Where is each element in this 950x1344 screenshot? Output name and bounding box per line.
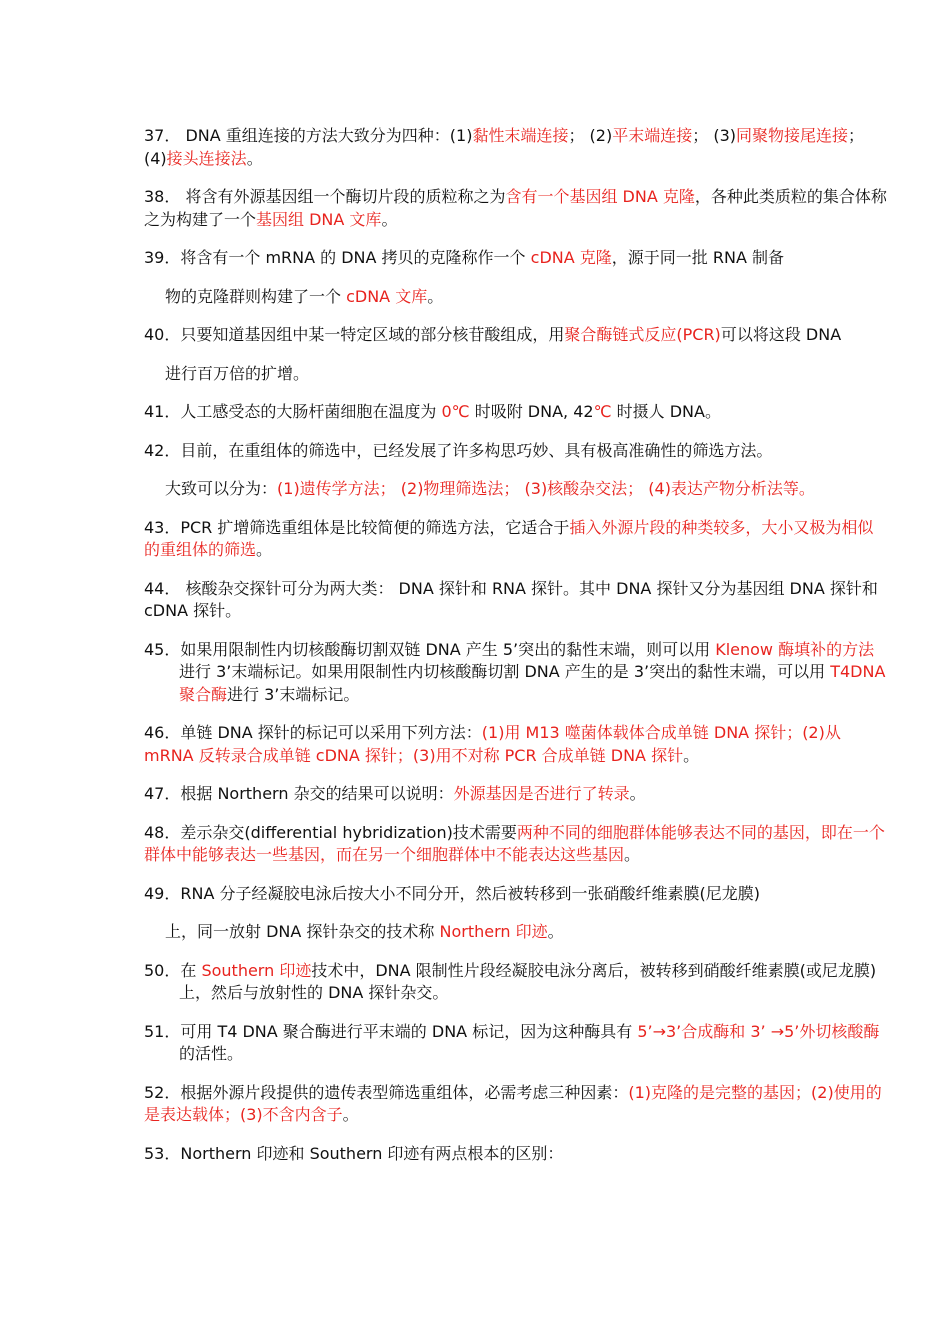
answer-text: (1)用 M13 噬菌体载体合成单链 DNA 探针；(2)从 mRNA 反转录合成单链 cDNA 探针；(3)用不对称 PCR 合成单链 DNA 探针 [144, 723, 841, 765]
answer-text: T4DNA 聚合酶 [179, 662, 886, 704]
answer-text: cDNA 克隆 [530, 248, 612, 267]
paragraph-37 [144, 125, 889, 170]
text-segment: 进行 3’末端标记。如果用限制性内切核酸酶切割 DNA 产生的是 3’突出的黏性末端，可以用 [179, 662, 831, 681]
answer-text: 黏性末端连接 [472, 126, 569, 145]
paragraph-50 [144, 960, 889, 1005]
answer-text: 聚合酶链式反应(PCR) [564, 325, 721, 344]
answer-text: (1)克隆的是完整的基因；(2)使用的是表达载体；(3)不含内含子 [144, 1082, 882, 1124]
text-segment: ； (4) [144, 126, 865, 168]
answer-text: 0℃ [441, 402, 470, 421]
paragraph-49-continued [144, 921, 889, 944]
text-segment: 53．Northern 印迹和 Southern 印迹有两点根本的区别： [144, 1143, 564, 1163]
text-segment: 45．如果用限制性内切核酸酶切割双链 DNA 产生 5’突出的黏性末端，则可以用 [144, 639, 716, 659]
text-segment: 物的克隆群则构建了一个 [165, 286, 347, 306]
paragraph-49 [144, 883, 889, 906]
text-segment: 38． 将含有外源基因组一个酶切片段的质粒称之为 [144, 187, 506, 206]
text-segment: 37． DNA 重组连接的方法大致分为四种：(1) [144, 126, 473, 145]
paragraph-39-continued [144, 286, 889, 309]
text-segment: 时吸附 DNA, 42 [469, 402, 594, 421]
paragraph-42-continued [144, 478, 889, 501]
answer-text: ℃ [593, 402, 612, 421]
text-segment: 。 [629, 784, 646, 803]
paragraph-45 [144, 639, 889, 707]
answer-text: 两种不同的细胞群体能够表达不同的基因，即在一个群体中能够表达一些基因，而在另一个细胞群体中不能表达这些基因 [144, 822, 885, 864]
text-segment: 时摄人 DNA。 [611, 402, 721, 421]
answer-text: 接头连接法 [166, 148, 247, 168]
text-segment: 上，同一放射 DNA 探针杂交的技术称 [165, 922, 440, 941]
paragraph-52 [144, 1082, 889, 1127]
paragraph-44 [144, 578, 889, 623]
text-segment: 。 [256, 540, 273, 559]
text-segment: 46．单链 DNA 探针的标记可以采用下列方法： [144, 723, 482, 742]
text-segment: 40．只要知道基因组中某一特定区域的部分核苷酸组成，用 [144, 325, 565, 344]
paragraph-48 [144, 822, 889, 867]
paragraph-46 [144, 722, 889, 767]
paragraph-53 [144, 1143, 889, 1166]
text-segment: 51．可用 T4 DNA 聚合酶进行平末端的 DNA 标记，因为这种酶具有 [144, 1021, 638, 1041]
paragraph-40-continued [144, 363, 889, 386]
answer-text: 同聚物接尾连接 [736, 126, 849, 145]
paragraph-38 [144, 186, 889, 231]
answer-text: 含有一个基因组 DNA 克隆 [505, 187, 695, 206]
answer-text: 平末端连接 [612, 126, 693, 145]
text-segment: 50．在 [144, 960, 202, 980]
text-segment: 52．根据外源片段提供的遗传表型筛选重组体，必需考虑三种因素： [144, 1082, 629, 1102]
text-segment: 技术中，DNA 限制性片段经凝胶电泳分离后，被转移到硝酸纤维素膜(或尼龙膜)上，然后与放射性的 DNA 探针杂交。 [179, 960, 877, 1002]
paragraph-41 [144, 401, 889, 424]
text-segment: ； (3) [692, 126, 736, 145]
text-segment: 进行百万倍的扩增。 [165, 363, 310, 383]
text-segment: 。 [547, 922, 564, 941]
text-segment: 。 [683, 745, 700, 765]
text-segment: ，各种此类质粒的集合体称之为构建了一个 [144, 187, 887, 229]
text-segment: 39．将含有一个 mRNA 的 DNA 拷贝的克隆称作一个 [144, 248, 531, 267]
answer-text: 外源基因是否进行了转录 [453, 784, 630, 803]
text-segment: 49．RNA 分子经凝胶电泳后按大小不同分开，然后被转移到一张硝酸纤维素膜(尼龙膜) [144, 883, 760, 903]
answer-text: 插入外源片段的种类较多，大小又极为相似的重组体的筛选 [144, 517, 874, 559]
answer-text: (1)遗传学方法； (2)物理筛选法； (3)核酸杂交法； (4)表达产物分析法等。 [277, 479, 815, 498]
answer-text: 5’→3’合成酶和 3’ →5’外切核酸酶 [637, 1021, 880, 1041]
text-segment: 可以将这段 DNA [720, 325, 842, 344]
answer-text: Klenow 酶填补的方法 [715, 639, 875, 659]
text-segment: 48．差示杂交(differential hybridization)技术需要 [144, 822, 517, 842]
text-segment: 。 [381, 209, 398, 229]
text-segment: ； (2) [568, 126, 613, 145]
answer-text: 基因组 DNA 文库 [256, 209, 382, 229]
paragraph-47 [144, 783, 889, 806]
text-segment: 。 [342, 1105, 359, 1124]
text-segment: ，源于同一批 RNA 制备 [611, 248, 784, 267]
document-body [144, 125, 889, 1181]
text-segment: 41．人工感受态的大肠杆菌细胞在温度为 [144, 402, 442, 421]
answer-text: Southern 印迹 [201, 960, 312, 980]
text-segment: 大致可以分为： [165, 479, 278, 498]
paragraph-42 [144, 440, 889, 463]
text-segment: 44． 核酸杂交探针可分为两大类： DNA 探针和 RNA 探针。其中 DNA 探针又分为基因组 DNA 探针和 cDNA 探针。 [144, 578, 878, 620]
paragraph-51 [144, 1021, 889, 1066]
paragraph-39 [144, 247, 889, 270]
text-segment: 42．目前，在重组体的筛选中，已经发展了许多构思巧妙、具有极高准确性的筛选方法。 [144, 440, 773, 460]
text-segment: 。 [427, 286, 444, 306]
answer-text: cDNA 文库 [346, 286, 428, 306]
answer-text: Northern 印迹 [439, 922, 548, 941]
paragraph-40 [144, 324, 889, 347]
text-segment: 47．根据 Northern 杂交的结果可以说明： [144, 784, 454, 803]
text-segment: 。 [246, 148, 263, 168]
paragraph-43 [144, 517, 889, 562]
text-segment: 43．PCR 扩增筛选重组体是比较简便的筛选方法，它适合于 [144, 517, 570, 537]
text-segment: 。 [624, 845, 641, 864]
text-segment: 进行 3’末端标记。 [227, 684, 360, 704]
text-segment: 的活性。 [179, 1044, 244, 1063]
